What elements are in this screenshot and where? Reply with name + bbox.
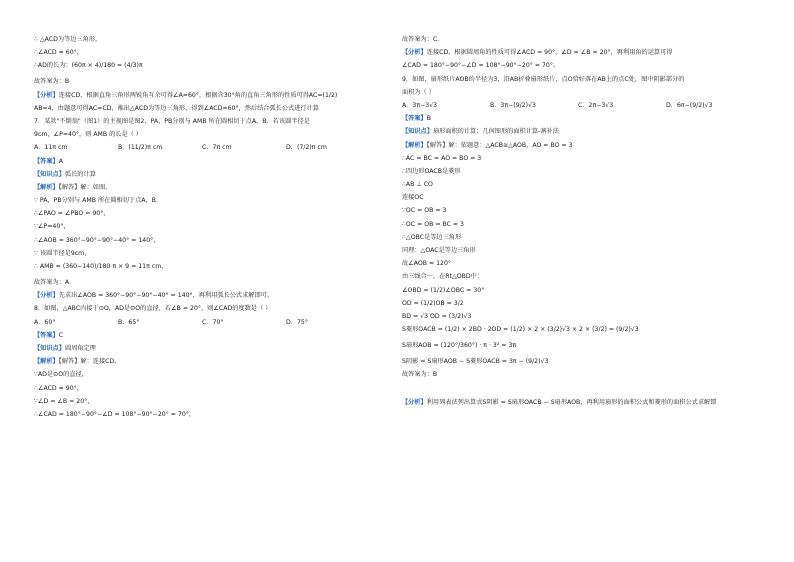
line-text: ∴△OBC是等边三角形 — [402, 233, 462, 241]
answer-option: B．3π−(9/2)√3 — [490, 101, 536, 109]
line-text: A — [58, 157, 63, 165]
section-tag: 【知识点】 — [34, 344, 65, 352]
line-text: ∴∠CAD = 180°−90°−∠D = 108°−90°−20° = 70°， — [34, 410, 196, 418]
text-line — [34, 292, 374, 299]
text-line — [34, 332, 374, 339]
left-column — [34, 36, 374, 424]
line-text: 8．如图，△ABC内接于⊙O，AD是⊙O的直径，若∠B = 20°，则∠CAD的度数是（ ） — [34, 305, 272, 313]
text-line — [402, 234, 742, 241]
text-line — [402, 181, 742, 188]
text-line — [402, 313, 742, 320]
text-line — [402, 342, 742, 349]
answer-option: C．2π−3√3 — [578, 101, 614, 109]
text-line — [402, 128, 742, 135]
text-line — [34, 345, 374, 352]
text-line — [34, 371, 374, 378]
line-text: 先求出∠AOB = 360°−90°−90°−40° = 140°，再利用弧长公式求解即可。 — [58, 292, 274, 300]
line-text: 弧长的计算 — [64, 170, 96, 178]
line-text: ∠CAD = 180°−90°−∠D = 108°−90°−20° = 70°。 — [402, 62, 560, 70]
line-text: AB=4，由题意可得AC=CD，推出△ACD为等边三角形，得到∠ACD=60°，然后结合弧长公式进行计算 — [34, 104, 319, 112]
section-tag: 【答案】 — [402, 115, 427, 123]
text-line — [402, 49, 742, 56]
answer-option: B．65° — [118, 318, 140, 326]
line-text: 故∠AOB = 120° — [402, 260, 451, 268]
text-line — [34, 158, 374, 165]
text-line — [34, 131, 374, 138]
spacer — [402, 385, 742, 399]
line-text: ∴∠ACD = 60°， — [34, 49, 83, 57]
text-line — [402, 399, 742, 406]
section-tag: 【分析】 — [34, 91, 59, 99]
line-text: S阴影 = S扇形AOB − S菱形OACB = 3π − (9/2)√3 — [402, 358, 549, 366]
section-tag: 【知识点】 — [34, 170, 65, 178]
line-text: S菱形OACB = (1/2) × 2BD · 2OD = (1/2) × 2 × (3/2)√3 × 2 × (3/2) = (9/2)√3 — [402, 326, 639, 334]
line-text: ∵ PA，PB分别与 AMB 所在圆相切于点A，B． — [34, 197, 163, 205]
text-line — [34, 411, 374, 418]
answer-option: C．7π cm — [202, 144, 232, 152]
text-line — [402, 221, 742, 228]
section-tag: 【解析】 — [34, 358, 59, 366]
text-line — [34, 92, 374, 99]
line-text: ∴四边形OACB是菱形 — [402, 167, 461, 175]
answer-option: A．11π cm — [34, 144, 68, 152]
line-text: 9．如图，扇形纸片AOB的半径为3，沿AB折叠扇形纸片，点O恰好落在AB上的点C处，图中阴影部分的 — [402, 75, 685, 83]
text-line — [34, 49, 374, 56]
text-line — [34, 184, 374, 191]
line-text: 故答案为：C． — [402, 36, 444, 43]
line-text: 由三线合一，在Rt△OBD中： — [402, 273, 484, 281]
line-text: OD = (1/2)OB = 3/2 — [402, 299, 464, 307]
text-line — [402, 62, 742, 69]
answer-option: D．75° — [286, 318, 308, 326]
line-text: ∴∠AOB = 360°−90°−90°−40° = 140°， — [34, 236, 160, 244]
section-tag: 【答案】 — [34, 157, 59, 165]
line-text: 【解答】解：连接CD， — [58, 358, 121, 366]
text-line — [402, 36, 742, 43]
text-line — [402, 358, 742, 365]
section-tag: 【分析】 — [402, 398, 427, 406]
line-text: ∵∠P=40°， — [34, 223, 70, 231]
line-text: 面积为（ ） — [402, 88, 435, 96]
section-tag: 【解析】 — [402, 141, 427, 149]
answer-option: C．70° — [202, 318, 224, 326]
text-line — [402, 89, 742, 96]
line-text: ∴∠PAO = ∠PBO = 90°， — [34, 210, 110, 218]
text-line — [34, 210, 374, 217]
answer-options — [34, 319, 374, 326]
text-line — [402, 260, 742, 267]
line-text: ∴AC = BC = AO = BO = 3 — [402, 154, 482, 162]
answer-option: A．60° — [34, 318, 56, 326]
text-line — [402, 326, 742, 333]
text-line — [402, 300, 742, 307]
line-text: 利用列表法列出算式S阴影 = S扇形OACB − S扇形AOB，再利用扇形的面积公式和菱形的面积公式求解即 — [426, 398, 717, 406]
text-line — [34, 398, 374, 405]
line-text: 故答案为：B — [34, 78, 70, 86]
text-line — [402, 247, 742, 254]
line-text: 圆周角定理 — [64, 344, 96, 352]
line-text: ∴AD的长为：(60π × 4)/180 = (4/3)π — [34, 62, 143, 70]
line-text: 【解答】解：依题意：△ACB≅△AOB，AO = BO = 3 — [426, 141, 573, 149]
text-line — [402, 371, 742, 378]
line-text: ∵∠D = ∠B = 20°， — [34, 397, 94, 405]
text-line — [34, 171, 374, 178]
line-text: 连接CD，根据圆周角的性质可得∠ACD = 90°，∠D = ∠B = 20°，再利用角的运算可得 — [426, 49, 673, 57]
section-tag: 【答案】 — [34, 331, 59, 339]
line-text: ∵AD是⊙O的直径， — [34, 371, 88, 379]
text-line — [402, 207, 742, 214]
line-text: B — [426, 115, 431, 123]
text-line — [402, 142, 742, 149]
line-text: ∴AB ⊥ CO — [402, 181, 433, 189]
line-text: 故答案为：A． — [34, 279, 76, 286]
line-text: 【解答】解：如图， — [58, 183, 112, 191]
section-tag: 【分析】 — [402, 49, 427, 57]
text-line — [34, 36, 374, 43]
line-text: ∴ AMB = (360−140)/180 π × 9 = 11π cm， — [34, 263, 168, 270]
text-line — [402, 273, 742, 280]
text-line — [402, 76, 742, 83]
text-line — [34, 358, 374, 365]
answer-option: D．(7/2)π cm — [286, 144, 327, 152]
line-text: C — [58, 331, 64, 339]
line-text: 同理：△OAC是等边三角形 — [402, 247, 476, 254]
text-line — [34, 118, 374, 125]
text-line — [34, 279, 374, 286]
line-text: ∴OC = OB = BC = 3 — [402, 220, 464, 228]
line-text: BD = √3 OD = (3/2)√3 — [402, 312, 472, 320]
answer-option: A．3π−3√3 — [402, 101, 438, 109]
right-column — [402, 36, 742, 412]
answer-option: B．(11/2)π cm — [118, 144, 163, 152]
text-line — [34, 263, 374, 270]
text-line — [402, 115, 742, 122]
text-line — [34, 385, 374, 392]
line-text: ∵ 该圆半径是9cm， — [34, 249, 91, 257]
answer-options — [34, 144, 374, 151]
text-line — [402, 287, 742, 294]
answer-options — [402, 102, 742, 109]
section-tag: 【知识点】 — [402, 128, 433, 136]
section-tag: 【分析】 — [34, 292, 59, 300]
line-text: 7．某款"不倒翁"（图1）的主视图是图2，PA，PB分别与 AMB 所在圆相切于点A，B．若该圆半径是 — [34, 117, 310, 125]
text-line — [34, 223, 374, 230]
line-text: 故答案为：B — [402, 371, 438, 379]
text-line — [402, 168, 742, 175]
text-line — [34, 78, 374, 85]
text-line — [34, 197, 374, 204]
text-line — [34, 62, 374, 69]
text-line — [402, 155, 742, 162]
line-text: 9cm，∠P=40°，则 AMB 的长是（ ） — [34, 131, 143, 139]
text-line — [402, 194, 742, 201]
line-text: 扇形面积的计算；几何图形的面积计算-割补法 — [432, 128, 559, 136]
line-text: 连接OC — [402, 194, 424, 202]
line-text: ∴ △ACD为等边三角形， — [34, 36, 102, 43]
text-line — [34, 250, 374, 257]
section-tag: 【解析】 — [34, 183, 59, 191]
line-text: ∴∠ACD = 90°， — [34, 384, 83, 392]
line-text: S扇形AOB = (120°/360°) · π · 3² = 3π — [402, 342, 517, 350]
line-text: 连接CD，根据直角三角形两锐角互余可得∠A=60°，根据含30°角的直角三角形的性质可得AC=(1/2) — [58, 91, 338, 99]
line-text: ∠OBD = (1/2)∠OBC = 30° — [402, 286, 485, 294]
text-line — [34, 237, 374, 244]
line-text: ∵OC = OB = 3 — [402, 207, 447, 215]
answer-option: D．6π−(9/2)√3 — [666, 101, 713, 109]
text-line — [34, 105, 374, 112]
text-line — [34, 305, 374, 312]
